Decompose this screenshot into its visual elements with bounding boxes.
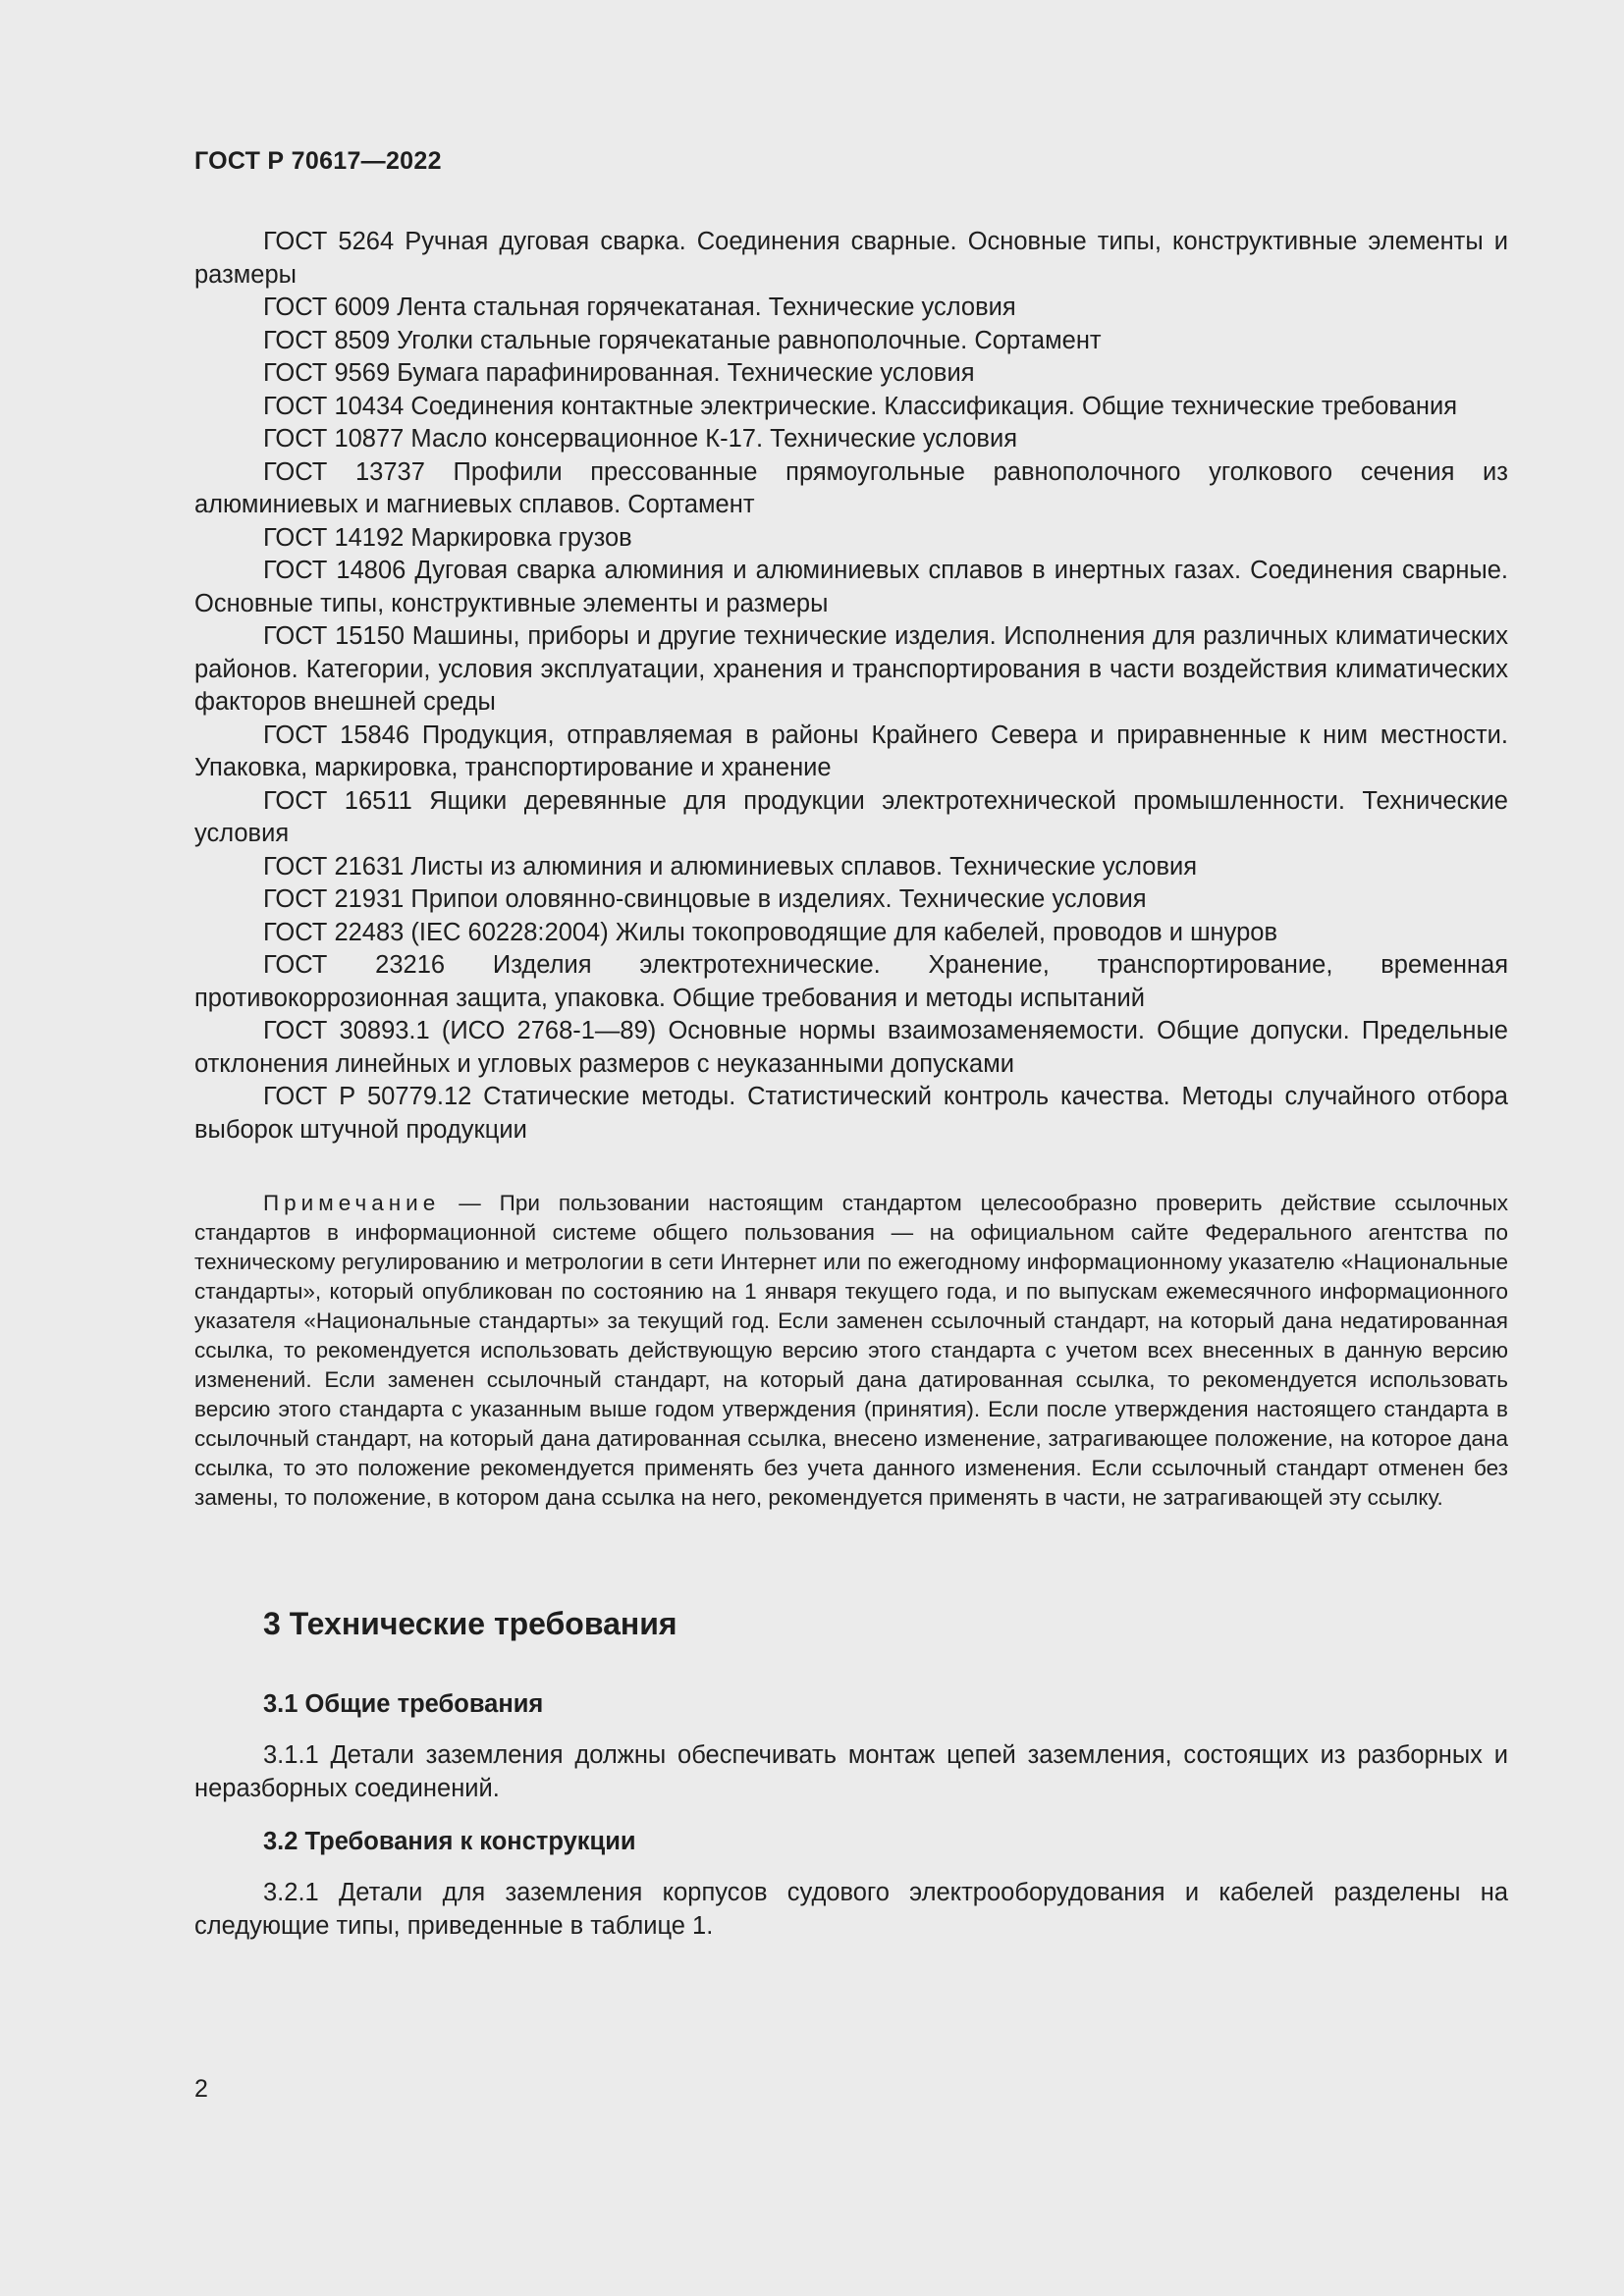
reference-item: ГОСТ 22483 (IEC 60228:2004) Жилы токопроводящие для кабелей, проводов и шнуров — [263, 918, 1277, 946]
reference-item: ГОСТ 23216 Изделия электротехнические. Хранение, транспортирование, временная противокоррозионная защита, упаковка. Общие требования и методы испытаний — [194, 951, 1508, 1012]
note-dash: — — [440, 1191, 500, 1215]
reference-item: ГОСТ Р 50779.12 Статические методы. Статистический контроль качества. Методы случайного отбора выборок штучной продукции — [194, 1083, 1508, 1144]
note-paragraph — [194, 1189, 1508, 1513]
reference-item: ГОСТ 6009 Лента стальная горячекатаная. Технические условия — [263, 294, 1016, 321]
subsection-title-general: 3.1 Общие требования — [263, 1690, 544, 1718]
reference-item: ГОСТ 10877 Масло консервационное К-17. Технические условия — [263, 425, 1018, 453]
normative-references-list — [194, 226, 1508, 1147]
reference-item: ГОСТ 15150 Машины, приборы и другие технические изделия. Исполнения для различных климатических районов. Категории, условия эксплуатации, хранения и транспортирования в части воздействия климатических факторов внешней среды — [194, 622, 1508, 716]
reference-item: ГОСТ 21931 Припои оловянно-свинцовые в изделиях. Технические условия — [263, 885, 1147, 913]
reference-item: ГОСТ 5264 Ручная дуговая сварка. Соединения сварные. Основные типы, конструктивные элементы и размеры — [194, 228, 1508, 289]
page-number: 2 — [194, 2075, 208, 2103]
reference-item: ГОСТ 15846 Продукция, отправляемая в районы Крайнего Севера и приравненные к ним местности. Упаковка, маркировка, транспортирование и хранение — [194, 721, 1508, 781]
document-header: ГОСТ Р 70617—2022 — [194, 147, 442, 175]
reference-item: ГОСТ 14806 Дуговая сварка алюминия и алюминиевых сплавов в инертных газах. Соединения сварные. Основные типы, конструктивные элементы и размеры — [194, 557, 1508, 617]
reference-item: ГОСТ 16511 Ящики деревянные для продукции электротехнической промышленности. Технические условия — [194, 786, 1508, 847]
reference-item: ГОСТ 14192 Маркировка грузов — [263, 523, 632, 552]
reference-item: ГОСТ 30893.1 (ИСО 2768-1—89) Основные нормы взаимозаменяемости. Общие допуски. Предельные отклонения линейных и угловых размеров с неуказанными допусками — [194, 1017, 1508, 1078]
reference-item: ГОСТ 21631 Листы из алюминия и алюминиевых сплавов. Технические условия — [263, 852, 1198, 881]
reference-item: ГОСТ 9569 Бумага парафинированная. Технические условия — [263, 359, 975, 387]
note-label: Примечание — [263, 1191, 441, 1215]
reference-item: ГОСТ 8509 Уголки стальные горячекатаные равнополочные. Сортамент — [263, 326, 1102, 354]
note-text: При пользовании настоящим стандартом целесообразно проверить действие ссылочных стандартов в информационной системе общего пользования — на официальном сайте Федерального агентства по техническому регулированию и метрологии в сети Интернет или по ежегодному информационному указателю «Национальные стандарты», который опубликован по состоянию на 1 января текущего года, и по выпускам ежемесячного информационного указателя «Национальные стандарты» за текущий год. Если заменен ссылочный стандарт, на который дана недатированная ссылка, то рекомендуется использовать действующую версию этого стандарта с учетом всех внесенных в данную версию изменений. Если заменен ссылочный стандарт, на который дана датированная ссылка, то рекомендуется использовать версию этого стандарта с указанным выше годом утверждения (принятия). Если после утверждения настоящего стандарта в ссылочный стандарт, на который дана датированная ссылка, внесено изменение, затрагивающее положение, на которое дана ссылка, то это положение рекомендуется применять без учета данного изменения. Если ссылочный стандарт отменен без замены, то положение, в котором дана ссылка на него, рекомендуется применять в части, не затрагивающей эту ссылку. — [194, 1191, 1508, 1510]
reference-item: ГОСТ 13737 Профили прессованные прямоугольные равнополочного уголкового сечения из алюминиевых и магниевых сплавов. Сортамент — [194, 457, 1508, 518]
paragraph-3-1-1: 3.1.1 Детали заземления должны обеспечивать монтаж цепей заземления, состоящих из разборных и неразборных соединений. — [194, 1741, 1508, 1802]
paragraph-3-2-1: 3.2.1 Детали для заземления корпусов судового электрооборудования и кабелей разделены на следующие типы, приведенные в таблице 1. — [194, 1879, 1508, 1940]
reference-item: ГОСТ 10434 Соединения контактные электрические. Классификация. Общие технические требования — [263, 392, 1458, 420]
section-title: 3 Технические требования — [263, 1606, 677, 1641]
subsection-title-construction: 3.2 Требования к конструкции — [263, 1828, 636, 1855]
